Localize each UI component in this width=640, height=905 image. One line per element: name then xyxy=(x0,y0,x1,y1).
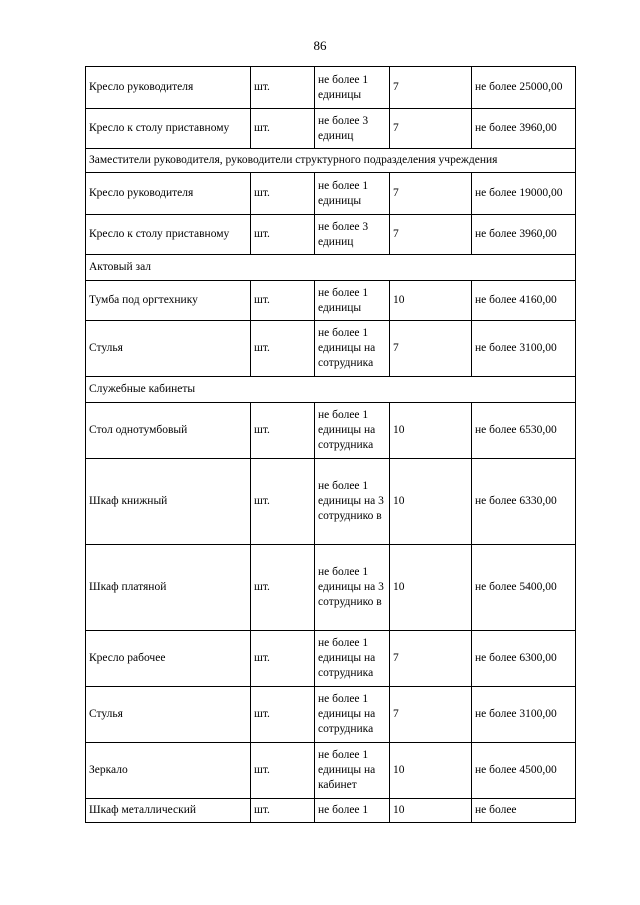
service-life-cell: 7 xyxy=(390,631,472,687)
price-cell: не более 6530,00 xyxy=(472,403,576,459)
unit-cell: шт. xyxy=(251,109,315,149)
section-title: Заместители руководителя, руководители структурного подразделения учреждения xyxy=(86,149,576,173)
unit-cell: шт. xyxy=(251,403,315,459)
quantity-cell: не более 1 единицы на 3 сотруднико в xyxy=(315,545,390,631)
item-name-cell: Зеркало xyxy=(86,743,251,799)
table-row xyxy=(86,687,576,743)
quantity-cell: не более 1 единицы на сотрудника xyxy=(315,687,390,743)
service-life-cell: 10 xyxy=(390,545,472,631)
unit-cell: шт. xyxy=(251,173,315,215)
section-title: Актовый зал xyxy=(86,255,576,281)
unit-cell: шт. xyxy=(251,321,315,377)
service-life-cell: 10 xyxy=(390,403,472,459)
table-row xyxy=(86,281,576,321)
price-cell: не более 3960,00 xyxy=(472,215,576,255)
price-cell: не более 6300,00 xyxy=(472,631,576,687)
table-row xyxy=(86,631,576,687)
quantity-cell: не более 1 единицы на сотрудника xyxy=(315,403,390,459)
table-row xyxy=(86,545,576,631)
section-row xyxy=(86,255,576,281)
unit-cell: шт. xyxy=(251,687,315,743)
price-cell: не более 19000,00 xyxy=(472,173,576,215)
price-cell: не более 5400,00 xyxy=(472,545,576,631)
table-row xyxy=(86,215,576,255)
item-name-cell: Тумба под оргтехнику xyxy=(86,281,251,321)
item-name-cell: Шкаф платяной xyxy=(86,545,251,631)
table-row xyxy=(86,67,576,109)
quantity-cell: не более 1 единицы xyxy=(315,173,390,215)
table-row xyxy=(86,799,576,823)
section-title: Служебные кабинеты xyxy=(86,377,576,403)
price-cell: не более 25000,00 xyxy=(472,67,576,109)
unit-cell: шт. xyxy=(251,215,315,255)
quantity-cell: не более 3 единиц xyxy=(315,215,390,255)
unit-cell: шт. xyxy=(251,281,315,321)
service-life-cell: 7 xyxy=(390,321,472,377)
section-row xyxy=(86,377,576,403)
service-life-cell: 10 xyxy=(390,799,472,823)
service-life-cell: 7 xyxy=(390,215,472,255)
item-name-cell: Кресло руководителя xyxy=(86,67,251,109)
table-body xyxy=(86,67,576,823)
unit-cell: шт. xyxy=(251,799,315,823)
service-life-cell: 7 xyxy=(390,173,472,215)
item-name-cell: Шкаф металлический xyxy=(86,799,251,823)
item-name-cell: Кресло рабочее xyxy=(86,631,251,687)
quantity-cell: не более 1 единицы на 3 сотруднико в xyxy=(315,459,390,545)
price-cell: не более 6330,00 xyxy=(472,459,576,545)
service-life-cell: 7 xyxy=(390,109,472,149)
unit-cell: шт. xyxy=(251,631,315,687)
unit-cell: шт. xyxy=(251,545,315,631)
item-name-cell: Кресло руководителя xyxy=(86,173,251,215)
table-row xyxy=(86,403,576,459)
quantity-cell: не более 1 xyxy=(315,799,390,823)
service-life-cell: 7 xyxy=(390,687,472,743)
item-name-cell: Кресло к столу приставному xyxy=(86,109,251,149)
table-row xyxy=(86,743,576,799)
price-cell: не более 3100,00 xyxy=(472,687,576,743)
quantity-cell: не более 1 единицы на кабинет xyxy=(315,743,390,799)
quantity-cell: не более 1 единицы на сотрудника xyxy=(315,631,390,687)
table-row xyxy=(86,459,576,545)
table-row xyxy=(86,109,576,149)
quantity-cell: не более 1 единицы xyxy=(315,281,390,321)
section-row xyxy=(86,149,576,173)
price-cell: не более 4500,00 xyxy=(472,743,576,799)
quantity-cell: не более 3 единиц xyxy=(315,109,390,149)
price-cell: не более 4160,00 xyxy=(472,281,576,321)
service-life-cell: 7 xyxy=(390,67,472,109)
item-name-cell: Кресло к столу приставному xyxy=(86,215,251,255)
service-life-cell: 10 xyxy=(390,743,472,799)
unit-cell: шт. xyxy=(251,459,315,545)
unit-cell: шт. xyxy=(251,743,315,799)
table-row xyxy=(86,321,576,377)
item-name-cell: Шкаф книжный xyxy=(86,459,251,545)
service-life-cell: 10 xyxy=(390,459,472,545)
price-cell: не более xyxy=(472,799,576,823)
furniture-norms-table xyxy=(85,66,576,823)
quantity-cell: не более 1 единицы xyxy=(315,67,390,109)
quantity-cell: не более 1 единицы на сотрудника xyxy=(315,321,390,377)
item-name-cell: Стулья xyxy=(86,321,251,377)
table-row xyxy=(86,173,576,215)
page-number: 86 xyxy=(313,38,327,53)
service-life-cell: 10 xyxy=(390,281,472,321)
price-cell: не более 3960,00 xyxy=(472,109,576,149)
price-cell: не более 3100,00 xyxy=(472,321,576,377)
item-name-cell: Стулья xyxy=(86,687,251,743)
item-name-cell: Стол однотумбовый xyxy=(86,403,251,459)
unit-cell: шт. xyxy=(251,67,315,109)
